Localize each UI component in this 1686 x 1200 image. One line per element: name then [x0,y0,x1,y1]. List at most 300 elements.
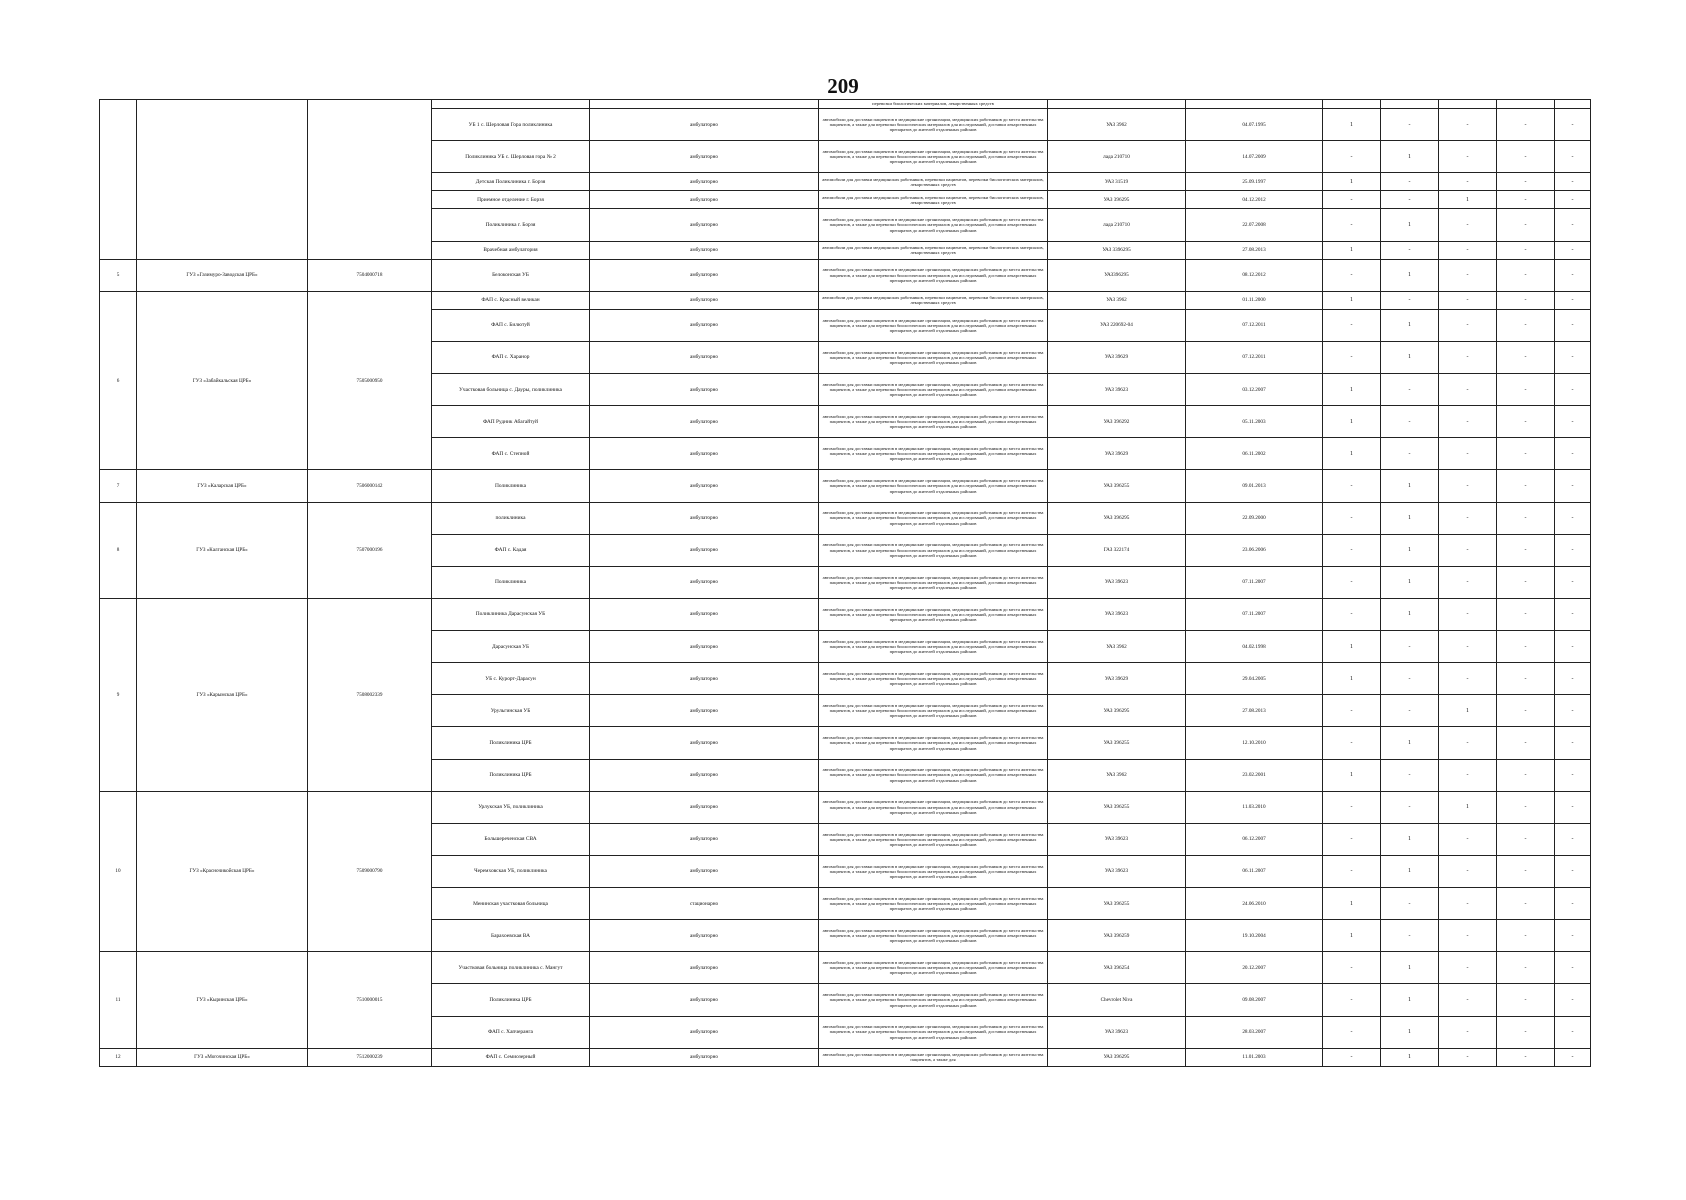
row-number-cell: 5 [100,259,137,291]
count-cell-3: - [1439,209,1497,241]
count-cell-3: - [1439,502,1497,534]
count-cell-5: - [1555,598,1591,630]
count-cell-5: - [1555,309,1591,341]
count-cell-4: - [1497,438,1555,470]
registration-date-cell: 07.11.2007 [1186,598,1323,630]
count-cell-3: - [1439,259,1497,291]
registration-date-cell: 04.07.1995 [1186,109,1323,141]
count-cell-4: - [1497,141,1555,173]
vehicle-model-cell: УАЗ 396295 [1048,695,1186,727]
organization-cell: ГУЗ «Карымская ЦРБ» [137,598,308,791]
registration-date-cell: 06.11.2007 [1186,855,1323,887]
organization-cell: ГУЗ «Калганская ЦРБ» [137,502,308,598]
care-mode-cell: амбулаторно [590,984,819,1016]
count-cell-1: - [1323,209,1381,241]
count-cell-5: - [1555,952,1591,984]
count-cell-1: 1 [1323,291,1381,309]
vehicle-model-cell: УАЗ 31519 [1048,173,1186,191]
page-number: 209 [827,74,859,98]
count-cell-4: - [1497,502,1555,534]
vehicle-purpose-cell: автомобили для доставки пациентов в медицинские организации, медицинских работников до места жительства пациентов, а также для перевозки биологических материалов для исследований, доставки лекарственных препаратов до жителей отдаленных районов [819,374,1048,406]
count-cell-3: - [1439,727,1497,759]
vehicle-model-cell: УАЗ396295 [1048,259,1186,291]
count-cell-1: 1 [1323,438,1381,470]
registration-date-cell: 11.01.2003 [1186,1048,1323,1066]
vehicle-model-cell: УАЗ 396259 [1048,920,1186,952]
count-cell-1: - [1323,566,1381,598]
care-mode-cell: амбулаторно [590,406,819,438]
count-cell-3: - [1439,663,1497,695]
vehicle-purpose-cell: автомобили для доставки пациентов в медицинские организации, медицинских работников до места жительства пациентов, а также для перевозки биологических материалов для исследований, доставки лекарственных препаратов до жителей отдаленных районов [819,566,1048,598]
vehicle-model-cell: УАЗ 39623 [1048,566,1186,598]
count-cell-3: - [1439,759,1497,791]
row-number-cell: 8 [100,502,137,598]
vehicle-model-cell: УАЗ 39623 [1048,374,1186,406]
subdivision-cell: Белоконская УБ [432,259,590,291]
subdivision-cell: Поликлиника г. Борзя [432,209,590,241]
subdivision-cell: Урульгинская УБ [432,695,590,727]
count-cell-2: 1 [1381,341,1439,373]
vehicle-registry-table [99,99,1591,1067]
count-cell-5: - [1555,241,1591,259]
count-cell-2: 1 [1381,727,1439,759]
inn-cell: 7507000196 [308,502,432,598]
care-mode-cell: амбулаторно [590,438,819,470]
count-cell-3: 1 [1439,191,1497,209]
care-mode-cell: амбулаторно [590,241,819,259]
count-cell-3: - [1439,855,1497,887]
vehicle-model-cell: УАЗ 39623 [1048,1016,1186,1048]
count-cell-4: - [1497,374,1555,406]
vehicle-purpose-cell: автомобили для доставки пациентов в медицинские организации, медицинских работников до места жительства пациентов, а также для перевозки биологических материалов для исследований, доставки лекарственных препаратов до жителей отдаленных районов [819,406,1048,438]
count-cell-5: - [1555,534,1591,566]
count-cell-2: - [1381,888,1439,920]
count-cell-4: - [1497,695,1555,727]
vehicle-purpose-cell: автомобили для доставки пациентов в медицинские организации, медицинских работников до места жительства пациентов, а также для перевозки биологических материалов для исследований, доставки лекарственных препаратов до жителей отдаленных районов [819,663,1048,695]
subdivision-cell: ФАП с. Хапчеранга [432,1016,590,1048]
count-cell-1: - [1323,1016,1381,1048]
registration-date-cell: 29.04.2005 [1186,663,1323,695]
count-cell-2: 1 [1381,598,1439,630]
organization-cell: ГУЗ «Кыринская ЦРБ» [137,952,308,1048]
vehicle-purpose-cell: автомобили для доставки пациентов в медицинские организации, медицинских работников до места жительства пациентов, а также для перевозки биологических материалов для исследований, доставки лекарственных препаратов до жителей отдаленных районов [819,598,1048,630]
count-cell-1: - [1323,598,1381,630]
row-number-cell [100,100,137,260]
count-cell-4 [1497,100,1555,109]
subdivision-cell: ФАП Рудник Абагайтуй [432,406,590,438]
count-cell-1: - [1323,534,1381,566]
count-cell-2: 1 [1381,855,1439,887]
organization-cell: ГУЗ «Газимуро-Заводская ЦРБ» [137,259,308,291]
count-cell-3: - [1439,438,1497,470]
count-cell-5: - [1555,209,1591,241]
count-cell-5: - [1555,374,1591,406]
vehicle-model-cell: УАЗ 396295 [1048,1048,1186,1066]
vehicle-model-cell: УАЗ 39623 [1048,823,1186,855]
vehicle-model-cell: УАЗ 39623 [1048,855,1186,887]
vehicle-model-cell: УАЗ 396255 [1048,888,1186,920]
count-cell-1 [1323,100,1381,109]
care-mode-cell: амбулаторно [590,663,819,695]
count-cell-4: - [1497,952,1555,984]
count-cell-1: - [1323,791,1381,823]
organization-cell [137,100,308,260]
vehicle-purpose-cell: автомобили для доставки медицинских работников, перевозки пациентов, перевозки биологических материалов, лекарственных средств [819,191,1048,209]
registration-date-cell: 28.03.2007 [1186,1016,1323,1048]
subdivision-cell: УБ с. Курорт-Дарасун [432,663,590,695]
count-cell-3: - [1439,823,1497,855]
count-cell-2: - [1381,695,1439,727]
vehicle-model-cell: УАЗ 3962 [1048,759,1186,791]
count-cell-3: - [1439,888,1497,920]
registration-date-cell: 04.12.2012 [1186,191,1323,209]
subdivision-cell: ФАП с. Красный великан [432,291,590,309]
vehicle-purpose-cell: автомобили для доставки пациентов в медицинские организации, медицинских работников до места жительства пациентов, а также для перевозки биологических материалов для исследований, доставки лекарственных препаратов до жителей отдаленных районов [819,855,1048,887]
count-cell-1: 1 [1323,888,1381,920]
count-cell-2: 1 [1381,984,1439,1016]
count-cell-3: - [1439,309,1497,341]
row-number-cell: 10 [100,791,137,952]
vehicle-purpose-cell: автомобили для доставки пациентов в медицинские организации, медицинских работников до места жительства пациентов, а также для перевозки биологических материалов для исследований, доставки лекарственных препаратов до жителей отдаленных районов [819,502,1048,534]
count-cell-1: 1 [1323,631,1381,663]
count-cell-3 [1439,100,1497,109]
care-mode-cell: амбулаторно [590,502,819,534]
count-cell-5: - [1555,406,1591,438]
count-cell-4: - [1497,566,1555,598]
count-cell-4: - [1497,1016,1555,1048]
table-row [100,952,1591,984]
count-cell-5: - [1555,438,1591,470]
subdivision-cell: Поликлиника Дарасунская УБ [432,598,590,630]
count-cell-5: - [1555,141,1591,173]
care-mode-cell: амбулаторно [590,823,819,855]
count-cell-4: - [1497,727,1555,759]
organization-cell: ГУЗ «Каларская ЦРБ» [137,470,308,502]
vehicle-model-cell: УАЗ 39629 [1048,663,1186,695]
care-mode-cell: амбулаторно [590,291,819,309]
registration-date-cell: 09.08.2007 [1186,984,1323,1016]
table-row [100,470,1591,502]
count-cell-3: - [1439,952,1497,984]
count-cell-2: 1 [1381,141,1439,173]
count-cell-3: 1 [1439,791,1497,823]
count-cell-5: - [1555,566,1591,598]
count-cell-1: - [1323,855,1381,887]
count-cell-2: - [1381,191,1439,209]
vehicle-model-cell: лада 210710 [1048,141,1186,173]
care-mode-cell: амбулаторно [590,791,819,823]
vehicle-model-cell: УАЗ 396254 [1048,952,1186,984]
count-cell-5: - [1555,341,1591,373]
count-cell-4: - [1497,631,1555,663]
vehicle-purpose-cell: автомобили для доставки медицинских работников, перевозки пациентов, перевозки биологических материалов, лекарственных средств [819,173,1048,191]
vehicle-purpose-cell: автомобили для доставки пациентов в медицинские организации, медицинских работников до места жительства пациентов, а также для перевозки биологических материалов для исследований, доставки лекарственных препаратов до жителей отдаленных районов [819,438,1048,470]
count-cell-2: 1 [1381,259,1439,291]
vehicle-model-cell [1048,100,1186,109]
count-cell-3: - [1439,631,1497,663]
count-cell-4: - [1497,259,1555,291]
table-row [100,259,1591,291]
vehicle-purpose-cell: автомобили для доставки пациентов в медицинские организации, медицинских работников до места жительства пациентов, а также для перевозки биологических материалов для исследований, доставки лекарственных препаратов до жителей отдаленных районов [819,470,1048,502]
count-cell-2: - [1381,663,1439,695]
subdivision-cell: ФАП с. Степной [432,438,590,470]
count-cell-1: - [1323,470,1381,502]
count-cell-5: - [1555,888,1591,920]
table-row [100,1048,1591,1066]
count-cell-5: - [1555,173,1591,191]
registration-date-cell: 27.08.2013 [1186,695,1323,727]
care-mode-cell: амбулаторно [590,855,819,887]
registration-date-cell [1186,100,1323,109]
count-cell-5: - [1555,695,1591,727]
table-row [100,100,1591,109]
registration-date-cell: 22.07.2008 [1186,209,1323,241]
count-cell-5: - [1555,291,1591,309]
count-cell-3: - [1439,291,1497,309]
count-cell-1: 1 [1323,173,1381,191]
registration-date-cell: 06.11.2002 [1186,438,1323,470]
registration-date-cell: 07.11.2007 [1186,566,1323,598]
count-cell-2: - [1381,173,1439,191]
table-row [100,502,1591,534]
count-cell-5: - [1555,727,1591,759]
count-cell-5: - [1555,984,1591,1016]
count-cell-2: - [1381,291,1439,309]
care-mode-cell: амбулаторно [590,309,819,341]
count-cell-2: - [1381,241,1439,259]
count-cell-2: 1 [1381,566,1439,598]
care-mode-cell: амбулаторно [590,695,819,727]
care-mode-cell: амбулаторно [590,209,819,241]
subdivision-cell: Урлукская УБ, поликлиника [432,791,590,823]
vehicle-purpose-cell: автомобили для доставки пациентов в медицинские организации, медицинских работников до места жительства пациентов, а также для перевозки биологических материалов для исследований, доставки лекарственных препаратов до жителей отдаленных районов [819,984,1048,1016]
count-cell-5: - [1555,109,1591,141]
count-cell-5: - [1555,1016,1591,1048]
count-cell-5: - [1555,920,1591,952]
count-cell-4: - [1497,759,1555,791]
count-cell-4: - [1497,241,1555,259]
vehicle-model-cell: УАЗ 396255 [1048,791,1186,823]
count-cell-3: - [1439,984,1497,1016]
vehicle-purpose-cell: автомобили для доставки пациентов в медицинские организации, медицинских работников до места жительства пациентов, а также для перевозки биологических материалов для исследований, доставки лекарственных препаратов до жителей отдаленных районов [819,759,1048,791]
count-cell-3: - [1439,1016,1497,1048]
care-mode-cell: амбулаторно [590,566,819,598]
count-cell-3: - [1439,566,1497,598]
count-cell-4: - [1497,888,1555,920]
count-cell-1: 1 [1323,920,1381,952]
count-cell-4: - [1497,855,1555,887]
count-cell-4: - [1497,791,1555,823]
care-mode-cell: амбулаторно [590,534,819,566]
care-mode-cell: амбулаторно [590,141,819,173]
count-cell-3: - [1439,470,1497,502]
vehicle-purpose-cell: автомобили для доставки пациентов в медицинские организации, медицинских работников до места жительства пациентов, а также для перевозки биологических материалов для исследований, доставки лекарственных препаратов до жителей отдаленных районов [819,534,1048,566]
count-cell-1: - [1323,984,1381,1016]
vehicle-purpose-cell: автомобили для доставки пациентов в медицинские организации, медицинских работников до места жительства пациентов, а также для перевозки биологических материалов для исследований, доставки лекарственных препаратов до жителей отдаленных районов [819,259,1048,291]
vehicle-purpose-cell: автомобили для доставки пациентов в медицинские организации, медицинских работников до места жительства пациентов, а также для перевозки биологических материалов для исследований, доставки лекарственных препаратов до жителей отдаленных районов [819,823,1048,855]
count-cell-1: - [1323,695,1381,727]
count-cell-3: - [1439,109,1497,141]
count-cell-2: - [1381,374,1439,406]
subdivision-cell: ФАП с. Кадая [432,534,590,566]
count-cell-2: 1 [1381,1048,1439,1066]
vehicle-model-cell: УАЗ 396292 [1048,406,1186,438]
subdivision-cell: Приемное отделение г. Борзя [432,191,590,209]
count-cell-1: - [1323,952,1381,984]
count-cell-5: - [1555,470,1591,502]
count-cell-5: - [1555,855,1591,887]
organization-cell: ГУЗ «Забайкальская ЦРБ» [137,291,308,470]
subdivision-cell: Детская Поликлиника г. Борзя [432,173,590,191]
vehicle-model-cell: лада 210710 [1048,209,1186,241]
care-mode-cell: амбулаторно [590,1016,819,1048]
subdivision-cell: ФАП с. Семиозерный [432,1048,590,1066]
count-cell-3: - [1439,341,1497,373]
care-mode-cell: амбулаторно [590,1048,819,1066]
count-cell-1: - [1323,309,1381,341]
subdivision-cell: Участковая больница с. Дауры, поликлиника [432,374,590,406]
count-cell-2: - [1381,631,1439,663]
registration-date-cell: 07.12.2011 [1186,341,1323,373]
subdivision-cell: Поликлиника [432,566,590,598]
care-mode-cell: амбулаторно [590,727,819,759]
count-cell-2: 1 [1381,823,1439,855]
vehicle-model-cell: ГАЗ 322174 [1048,534,1186,566]
care-mode-cell: амбулаторно [590,259,819,291]
count-cell-1: 1 [1323,406,1381,438]
care-mode-cell: амбулаторно [590,191,819,209]
count-cell-4: - [1497,191,1555,209]
row-number-cell: 11 [100,952,137,1048]
count-cell-3: - [1439,173,1497,191]
vehicle-purpose-cell: автомобили для доставки медицинских работников, перевозки пациентов, перевозки биологических материалов, лекарственных средств [819,241,1048,259]
care-mode-cell: амбулаторно [590,759,819,791]
care-mode-cell: амбулаторно [590,341,819,373]
care-mode-cell: стационарно [590,888,819,920]
subdivision-cell: Черемховская УБ, поликлиника [432,855,590,887]
subdivision-cell: ФАП с. Харанор [432,341,590,373]
count-cell-2 [1381,100,1439,109]
vehicle-model-cell: УАЗ 396255 [1048,727,1186,759]
vehicle-model-cell: УАЗ 220692-04 [1048,309,1186,341]
subdivision-cell: УБ 1 с. Шерловая Гора поликлиника [432,109,590,141]
count-cell-2: 1 [1381,952,1439,984]
count-cell-5: - [1555,1048,1591,1066]
vehicle-model-cell: УАЗ 39629 [1048,438,1186,470]
vehicle-purpose-cell: автомобили для доставки медицинских работников, перевозки пациентов, перевозки биологических материалов, лекарственных средств [819,291,1048,309]
care-mode-cell: амбулаторно [590,374,819,406]
count-cell-3: - [1439,374,1497,406]
vehicle-model-cell: УАЗ 396255 [1048,470,1186,502]
vehicle-purpose-cell: автомобили для доставки пациентов в медицинские организации, медицинских работников до места жительства пациентов, а также для перевозки биологических материалов для исследований, доставки лекарственных препаратов до жителей отдаленных районов [819,695,1048,727]
vehicle-purpose-cell: автомобили для доставки пациентов в медицинские организации, медицинских работников до места жительства пациентов, а также для перевозки биологических материалов для исследований, доставки лекарственных препаратов до жителей отдаленных районов [819,109,1048,141]
registration-date-cell: 11.03.2010 [1186,791,1323,823]
count-cell-1: 1 [1323,663,1381,695]
count-cell-4: - [1497,823,1555,855]
subdivision-cell: Участковая больница поликлиника с. Мангут [432,952,590,984]
count-cell-4: - [1497,663,1555,695]
count-cell-1: - [1323,823,1381,855]
inn-cell: 7510000015 [308,952,432,1048]
count-cell-5: - [1555,502,1591,534]
subdivision-cell: Менинская участковая больница [432,888,590,920]
vehicle-purpose-cell: автомобили для доставки пациентов в медицинские организации, медицинских работников до места жительства пациентов, а также для перевозки биологических материалов для исследований, доставки лекарственных препаратов до жителей отдаленных районов [819,888,1048,920]
row-number-cell: 7 [100,470,137,502]
count-cell-5: - [1555,663,1591,695]
care-mode-cell: амбулаторно [590,920,819,952]
count-cell-1: - [1323,259,1381,291]
vehicle-purpose-cell: автомобили для доставки пациентов в медицинские организации, медицинских работников до места жительства пациентов, а также для перевозки биологических материалов для исследований, доставки лекарственных препаратов до жителей отдаленных районов [819,341,1048,373]
vehicle-purpose-cell: автомобили для доставки пациентов в медицинские организации, медицинских работников до места жительства пациентов, а также для перевозки биологических материалов для исследований, доставки лекарственных препаратов до жителей отдаленных районов [819,727,1048,759]
vehicle-purpose-cell: автомобили для доставки пациентов в медицинские организации, медицинских работников до места жительства пациентов, а также для [819,1048,1048,1066]
count-cell-1: - [1323,341,1381,373]
subdivision-cell: Большереченская СВА [432,823,590,855]
count-cell-3: - [1439,534,1497,566]
table-row [100,291,1591,309]
count-cell-1: - [1323,141,1381,173]
registration-date-cell: 24.06.2010 [1186,888,1323,920]
count-cell-4: - [1497,920,1555,952]
registration-date-cell: 25.09.1997 [1186,173,1323,191]
count-cell-5: - [1555,191,1591,209]
subdivision-cell: поликлиника [432,502,590,534]
count-cell-3: - [1439,406,1497,438]
vehicle-model-cell: УАЗ 3962 [1048,631,1186,663]
count-cell-2: 1 [1381,534,1439,566]
inn-cell: 7508002339 [308,598,432,791]
vehicle-purpose-cell: автомобили для доставки пациентов в медицинские организации, медицинских работников до места жительства пациентов, а также для перевозки биологических материалов для исследований, доставки лекарственных препаратов до жителей отдаленных районов [819,791,1048,823]
registration-date-cell: 04.02.1998 [1186,631,1323,663]
count-cell-4: - [1497,1048,1555,1066]
count-cell-4: - [1497,406,1555,438]
count-cell-2: - [1381,920,1439,952]
subdivision-cell: Врачебная амбулатория [432,241,590,259]
vehicle-purpose-cell: автомобили для доставки пациентов в медицинские организации, медицинских работников до места жительства пациентов, а также для перевозки биологических материалов для исследований, доставки лекарственных препаратов до жителей отдаленных районов [819,209,1048,241]
subdivision-cell: ФАП с. Билютуй [432,309,590,341]
vehicle-purpose-cell: автомобили для доставки пациентов в медицинские организации, медицинских работников до места жительства пациентов, а также для перевозки биологических материалов для исследований, доставки лекарственных препаратов до жителей отдаленных районов [819,141,1048,173]
inn-cell: 7512000239 [308,1048,432,1066]
count-cell-3: - [1439,1048,1497,1066]
subdivision-cell: Барахоевская ВА [432,920,590,952]
count-cell-1: 1 [1323,241,1381,259]
registration-date-cell: 20.12.2007 [1186,952,1323,984]
count-cell-2: - [1381,109,1439,141]
registration-date-cell: 14.07.2009 [1186,141,1323,173]
count-cell-5: - [1555,631,1591,663]
count-cell-1: - [1323,191,1381,209]
vehicle-model-cell: УАЗ 396295 [1048,191,1186,209]
registration-date-cell: 12.10.2010 [1186,727,1323,759]
inn-cell: 7504000718 [308,259,432,291]
registration-date-cell: 27.08.2013 [1186,241,1323,259]
registration-date-cell: 06.12.2007 [1186,823,1323,855]
table-row [100,598,1591,630]
vehicle-purpose-cell: автомобили для доставки пациентов в медицинские организации, медицинских работников до места жительства пациентов, а также для перевозки биологических материалов для исследований, доставки лекарственных препаратов до жителей отдаленных районов [819,952,1048,984]
registration-date-cell: 05.11.2003 [1186,406,1323,438]
vehicle-model-cell: УАЗ 3396295 [1048,241,1186,259]
vehicle-model-cell: УАЗ 39623 [1048,598,1186,630]
inn-cell [308,100,432,260]
count-cell-3: - [1439,141,1497,173]
count-cell-5: - [1555,791,1591,823]
inn-cell: 7505000950 [308,291,432,470]
subdivision-cell: Дарасунская УБ [432,631,590,663]
care-mode-cell: амбулаторно [590,470,819,502]
count-cell-2: 1 [1381,309,1439,341]
registration-date-cell: 19.10.2004 [1186,920,1323,952]
count-cell-5: - [1555,759,1591,791]
registration-date-cell: 09.01.2013 [1186,470,1323,502]
